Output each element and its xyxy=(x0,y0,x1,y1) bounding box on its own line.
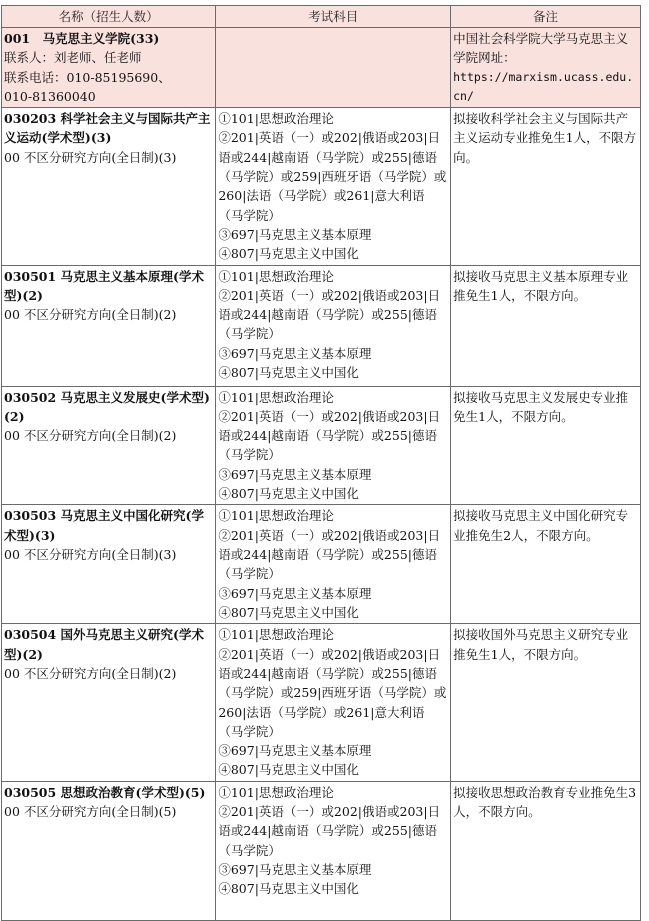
table-header-row xyxy=(2,6,641,28)
major-direction: 00 不区分研究方向(全日制)(2) xyxy=(4,307,177,323)
major-info xyxy=(2,108,216,265)
header-subjects: 考试科目 xyxy=(216,6,451,28)
subject-item: ④807|马克思主义中国化 xyxy=(218,365,359,381)
major-row xyxy=(2,386,641,505)
contact-phone-2: 010-81360040 xyxy=(4,88,96,104)
major-row xyxy=(2,108,641,265)
major-subjects xyxy=(216,265,451,386)
major-row xyxy=(2,624,641,781)
major-title: 030503 马克思主义中国化研究(学术型)(3) xyxy=(4,508,204,543)
major-subjects xyxy=(216,624,451,781)
subject-item: ③697|马克思主义基本原理 xyxy=(218,743,372,759)
major-direction: 00 不区分研究方向(全日制)(2) xyxy=(4,428,177,444)
subject-item: ①101|思想政治理论 xyxy=(218,111,334,127)
subject-item: ①101|思想政治理论 xyxy=(218,784,334,800)
subject-item: ①101|思想政治理论 xyxy=(218,508,334,524)
subject-item: ①101|思想政治理论 xyxy=(218,389,334,405)
major-info xyxy=(2,265,216,386)
header-name: 名称（招生人数） xyxy=(2,6,216,28)
major-info xyxy=(2,505,216,624)
major-notes: 拟接收国外马克思主义研究专业推免生1人，不限方向。 xyxy=(451,624,641,781)
subject-item: ③697|马克思主义基本原理 xyxy=(218,861,372,877)
major-notes: 拟接收思想政治教育专业推免生3人，不限方向。 xyxy=(451,781,641,920)
subject-item: ①101|思想政治理论 xyxy=(218,627,334,643)
subject-item: ②201|英语（一）或202|俄语或203|日语或244|越南语（马学院）或255|德语（马学院） xyxy=(218,527,441,582)
subject-item: ④807|马克思主义中国化 xyxy=(218,604,359,620)
college-name: 001 马克思主义学院(33) xyxy=(4,31,160,46)
header-notes: 备注 xyxy=(451,6,641,28)
contact-person: 联系人：刘老师、任老师 xyxy=(4,50,142,66)
subject-item: ②201|英语（一）或202|俄语或203|日语或244|越南语（马学院）或255|德语（马学院） xyxy=(218,408,441,463)
major-direction: 00 不区分研究方向(全日制)(3) xyxy=(4,149,177,165)
major-subjects xyxy=(216,505,451,624)
admissions-table xyxy=(1,5,641,921)
subject-item: ③697|马克思主义基本原理 xyxy=(218,466,372,482)
subject-item: ②201|英语（一）或202|俄语或203|日语或244|越南语（马学院）或255|德语（马学院）或259|西班牙语（马学院）或260|法语（马学院）或261|意大利语（马学院） xyxy=(218,646,447,739)
major-notes: 拟接收马克思主义中国化研究专业推免生2人，不限方向。 xyxy=(451,505,641,624)
subject-item: ③697|马克思主义基本原理 xyxy=(218,345,372,361)
subject-item: ④807|马克思主义中国化 xyxy=(218,486,359,502)
major-subjects xyxy=(216,781,451,920)
major-subjects xyxy=(216,386,451,505)
major-title: 030203 科学社会主义与国际共产主义运动(学术型)(3) xyxy=(4,111,211,146)
major-title: 030501 马克思主义基本原理(学术型)(2) xyxy=(4,268,204,303)
major-info xyxy=(2,781,216,920)
subject-item: ①101|思想政治理论 xyxy=(218,268,334,284)
college-info xyxy=(2,28,216,108)
college-row xyxy=(2,28,641,108)
college-website-link[interactable]: https://marxism.ucass.edu.cn/ xyxy=(453,69,634,103)
major-row xyxy=(2,265,641,386)
major-direction: 00 不区分研究方向(全日制)(2) xyxy=(4,665,177,681)
major-direction: 00 不区分研究方向(全日制)(3) xyxy=(4,546,177,562)
major-subjects xyxy=(216,108,451,265)
major-notes: 拟接收马克思主义发展史专业推免生1人，不限方向。 xyxy=(451,386,641,505)
subject-item: ③697|马克思主义基本原理 xyxy=(218,226,372,242)
college-notes xyxy=(451,28,641,108)
subject-item: ②201|英语（一）或202|俄语或203|日语或244|越南语（马学院）或255|德语（马学院） xyxy=(218,287,441,342)
college-website-label: 中国社会科学院大学马克思主义学院网址： xyxy=(453,31,629,66)
major-row xyxy=(2,505,641,624)
major-title: 030504 国外马克思主义研究(学术型)(2) xyxy=(4,627,204,662)
major-title: 030505 思想政治教育(学术型)(5) xyxy=(4,784,206,800)
contact-phone: 联系电话：010-85195690、 xyxy=(4,69,171,85)
major-notes: 拟接收马克思主义基本原理专业推免生1人，不限方向。 xyxy=(451,265,641,386)
major-info xyxy=(2,624,216,781)
subject-item: ③697|马克思主义基本原理 xyxy=(218,585,372,601)
subject-item: ④807|马克思主义中国化 xyxy=(218,246,359,262)
major-notes: 拟接收科学社会主义与国际共产主义运动专业推免生1人，不限方向。 xyxy=(451,108,641,265)
major-row xyxy=(2,781,641,920)
subject-item: ②201|英语（一）或202|俄语或203|日语或244|越南语（马学院）或255|德语（马学院）或259|西班牙语（马学院）或260|法语（马学院）或261|意大利语（马学院） xyxy=(218,130,447,223)
subject-item: ④807|马克思主义中国化 xyxy=(218,762,359,778)
major-direction: 00 不区分研究方向(全日制)(5) xyxy=(4,804,177,820)
major-title: 030502 马克思主义发展史(学术型)(2) xyxy=(4,389,210,424)
major-info xyxy=(2,386,216,505)
subject-item: ②201|英语（一）或202|俄语或203|日语或244|越南语（马学院）或255|德语（马学院） xyxy=(218,804,441,858)
subject-item: ④807|马克思主义中国化 xyxy=(218,881,359,897)
college-subjects xyxy=(216,28,451,108)
